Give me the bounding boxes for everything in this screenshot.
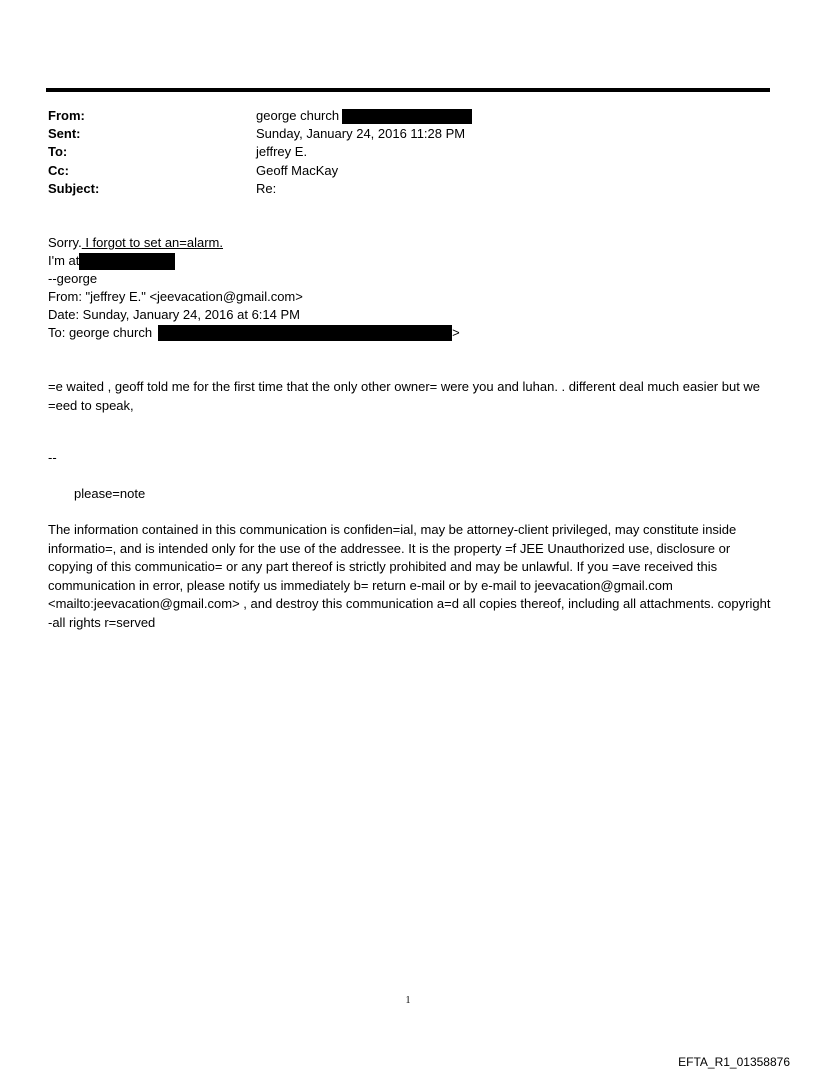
quoted-to-line	[48, 324, 460, 342]
subject-value: Re:	[256, 180, 277, 196]
quoted-to-tail: >	[452, 325, 460, 340]
sent-label: Sent:	[48, 126, 81, 142]
header-cc-row	[48, 162, 472, 180]
quoted-date: Date: Sunday, January 24, 2016 at 6:14 PM	[48, 307, 300, 322]
header-subject-row	[48, 180, 472, 198]
message-body: =e waited , geoff told me for the first time that the only other owner= were you and luhan. . different deal much easier but we =eed to speak,	[48, 379, 761, 413]
disclaimer: The information contained in this communication is confiden=ial, may be attorney-client privileged, may constitute inside informatio=, and is intended only for the use of the addressee. It is the property =f JEE Unauthorized use, disclosure or copying of this communicatio= or any part thereof is strictly prohibited and may be unlawful. If you =ave received this communication in error, please notify us immediately b= return e-mail or by e-mail to jeevacation@gmail.com <mailto:jeevacation@gmail.com> , and destroy this communication a=d all copies thereof, including all attachments. copyright -all rights r=served	[48, 522, 771, 630]
email-header	[48, 107, 472, 198]
reply-block	[48, 234, 460, 342]
reply-sorry: Sorry.	[48, 235, 82, 250]
cc-value: Geoff MacKay	[256, 162, 339, 178]
cc-label: Cc:	[48, 162, 69, 178]
to-value: jeffrey E.	[256, 144, 308, 160]
from-value: george church	[256, 108, 340, 123]
reply-line-1	[48, 234, 460, 252]
redaction-box	[342, 109, 472, 124]
header-sent-row	[48, 125, 472, 143]
subject-label: Subject:	[48, 180, 100, 196]
reply-alarm-text: I forgot to set an=alarm.	[81, 235, 223, 250]
redaction-box	[79, 253, 175, 270]
sent-value: Sunday, January 24, 2016 11:28 PM	[256, 126, 466, 142]
reply-line-2	[48, 252, 460, 270]
to-label: To:	[48, 144, 68, 160]
header-rule	[46, 88, 770, 92]
header-from-row	[48, 107, 472, 125]
reply-location: I'm at	[48, 253, 80, 268]
quoted-to: To: george church	[48, 325, 153, 340]
bates-number: EFTA_R1_01358876	[678, 1055, 790, 1069]
redaction-box	[158, 325, 452, 341]
page-number: 1	[405, 995, 411, 1006]
signature-note: please=note	[74, 486, 146, 501]
quoted-from: From: "jeffrey E." <jeevacation@gmail.com>	[48, 289, 303, 304]
from-label: From:	[48, 108, 85, 123]
signature-dashes: --	[48, 450, 57, 465]
reply-signoff: --george	[48, 271, 98, 286]
header-to-row	[48, 143, 472, 161]
